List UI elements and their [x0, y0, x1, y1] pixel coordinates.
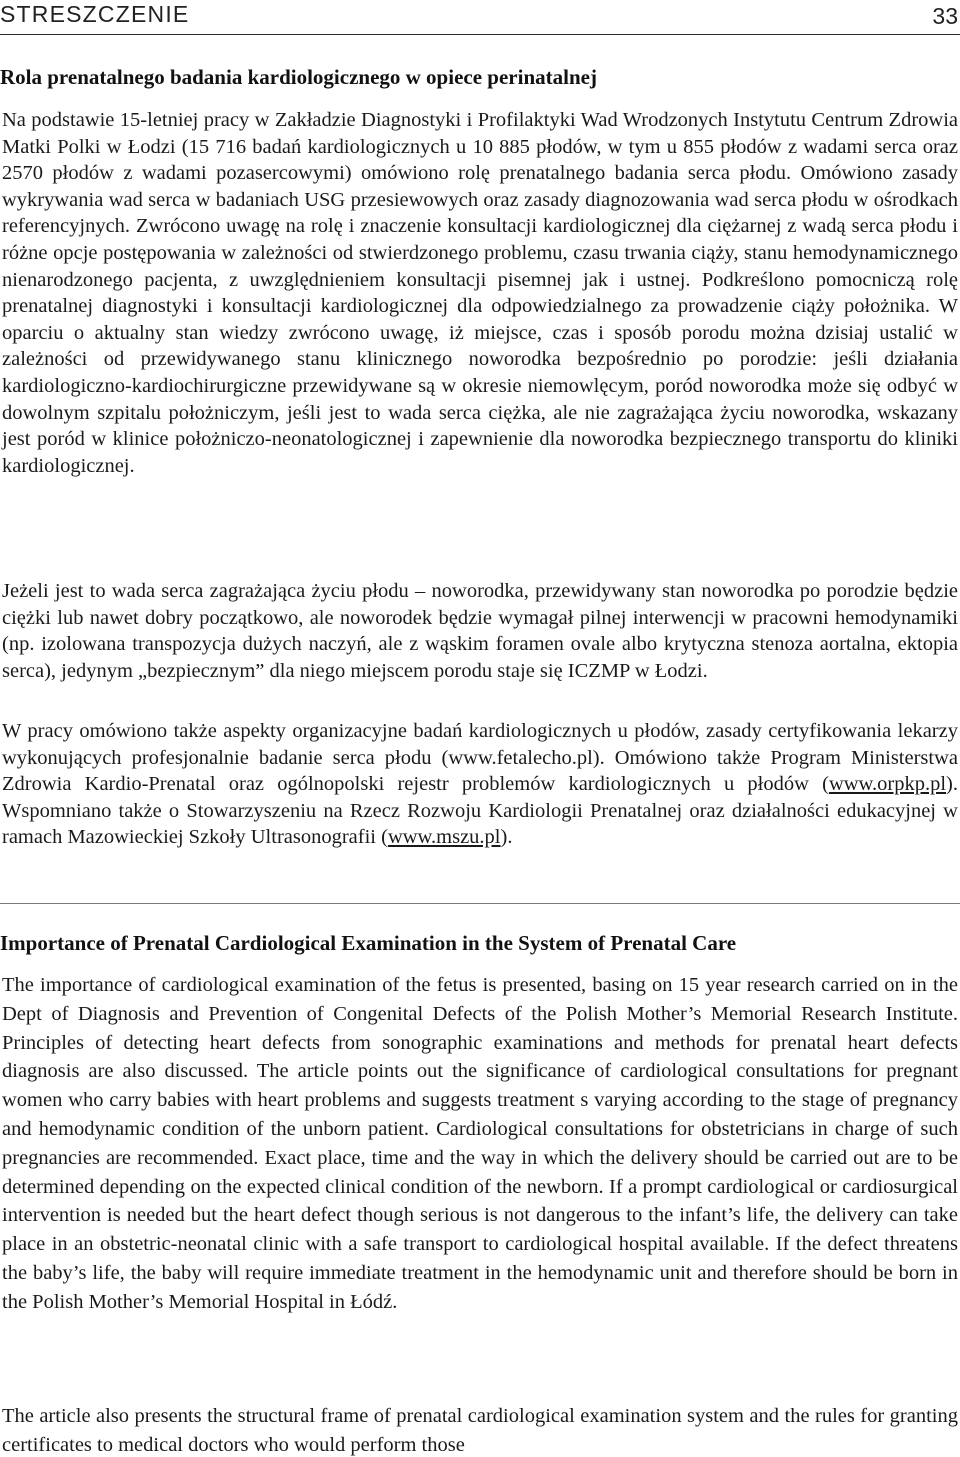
english-abstract-paragraph-1: The importance of cardiological examination of the fetus is presented, basing on 15 year research carried on in the Dept of Diagnosis and Prevention of Congenital Defects of the Polish Mother’s Memorial Research Institute. Principles of detecting heart defects from sonographic examinations and methods for prenatal heart defects diagnosis are also discussed. The article points out the significance of cardiological consultations for pregnant women who carry babies with heart problems and suggests treatment s varying according to the stage of pregnancy and hemodynamic condition of the unborn patient. Cardiological consultations for obstetricians in charge of such pregnancies are recommended. Exact place, time and the way in which the delivery should be carried out are to be determined depending on the expected clinical condition of the newborn. If a prompt cardiological or cardiosurgical intervention is needed but the heart defect though serious is not dangerous to the infant’s life, the delivery can take place in an obstetric-neonatal clinic with a safe transport to cardiological hospital available. If the defect threatens the baby’s life, the baby will require immediate treatment in the hemodynamic unit and therefore should be born in the Polish Mother’s Memorial Hospital in Łódź.: [2, 974, 958, 1313]
polish-abstract-title: Rola prenatalnego badania kardiologicznego w opiece perinatalnej: [0, 65, 597, 89]
running-header: [0, 0, 960, 35]
polish-abstract-paragraph-1: Na podstawie 15-letniej pracy w Zakładzie Diagnostyki i Profilaktyki Wad Wrodzonych Instytutu Centrum Zdrowia Matki Polki w Łodzi (15 716 badań kardiologicznych u 10 885 płodów, w tym u 855 płodów z wadami serca oraz 2570 płodów z wadami pozasercowymi) omówiono rolę prenatalnego badania serca płodu. Omówiono zasady wykrywania wad serca w badaniach USG przesiewowych oraz zasady diagnozowania wad serca płodu w ośrodkach referencyjnych. Zwrócono uwagę na rolę i znaczenie konsultacji kardiologicznej dla ciężarnej z wadą serca płodu i różne opcje postępowania w zależności od stwierdzonego problemu, czasu trwania ciąży, stanu hemodynamicznego nienarodzonego pacjenta, z uwzględnieniem konsultacji pisemnej jak i ustnej. Podkreślono pomocniczą rolę prenatalnej diagnostyki i konsultacji kardiologicznej dla odpowiedzialnego za prowadzenie ciąży położnika. W oparciu o aktualny stan wiedzy zwrócono uwagę, iż miejsce, czas i sposób porodu można dzisiaj ustalić w zależności od przewidywanego stanu klinicznego noworodka bezpośrednio po porodzie: jeśli działania kardiologiczno-kardiochirurgiczne przewidywane są w okresie niemowlęcym, poród noworodka może się odbyć w dowolnym szpitalu położniczym, jeśli jest to wada serca ciężka, ale nie zagrażająca życiu noworodka, wskazany jest poród w klinice położniczo-neonatologicznej i zapewnienie dla noworodka bezpiecznego transportu do kliniki kardiologicznej.: [2, 109, 958, 477]
polish-abstract-paragraph-3: [2, 718, 958, 851]
english-abstract-title: Importance of Prenatal Cardiological Examination in the System of Prenatal Care: [0, 931, 737, 955]
paragraph-text: W pracy omówiono także aspekty organizacyjne badań kardiologicznych u płodów, zasady certyfikowania lekarzy wykonujących profesjonalnie badanie serca płodu (www.fetalecho.​pl). Omówiono także Program Ministerstwa Zdrowia Kardio-Prenatal oraz ogólnopolski rejestr problemów kardiologicznych u płodów (: [2, 720, 958, 796]
paragraph-text: ).: [500, 826, 513, 849]
orpkp-link[interactable]: www.orpkp.pl: [828, 773, 947, 796]
mszu-link[interactable]: www.mszu.pl: [387, 826, 501, 849]
polish-abstract-paragraph-2: Jeżeli jest to wada serca zagrażająca życiu płodu – noworodka, przewidywany stan noworodka po porodzie będzie ciężki lub nawet dobry początkowo, ale noworodek będzie wymagał pilnej interwencji w pracowni hemodynamiki (np. izolowana transpozycja dużych naczyń, ale z wąskim foramen ovale albo krytyczna stenoza aortalna, ektopia serca), jedynym „bezpiecznym” dla niego miejscem porodu staje się ICZMP w Łodzi.: [2, 580, 958, 682]
section-divider: [0, 903, 960, 904]
section-label: STRESZCZENIE: [0, 1, 190, 27]
page-number: 33: [932, 3, 958, 29]
english-abstract-paragraph-2: The article also presents the structural frame of prenatal cardiological examination system and the rules for granting certificates to medical doctors who would perform those: [2, 1405, 958, 1456]
paragraph-text: ). Wspomniano także o Stowarzyszeniu na Rzecz Rozwoju Kardiologii Prenatalnej oraz działalności edukacyjnej w ramach Mazowieckiej Szkoły Ultrasonografii (: [2, 773, 958, 849]
